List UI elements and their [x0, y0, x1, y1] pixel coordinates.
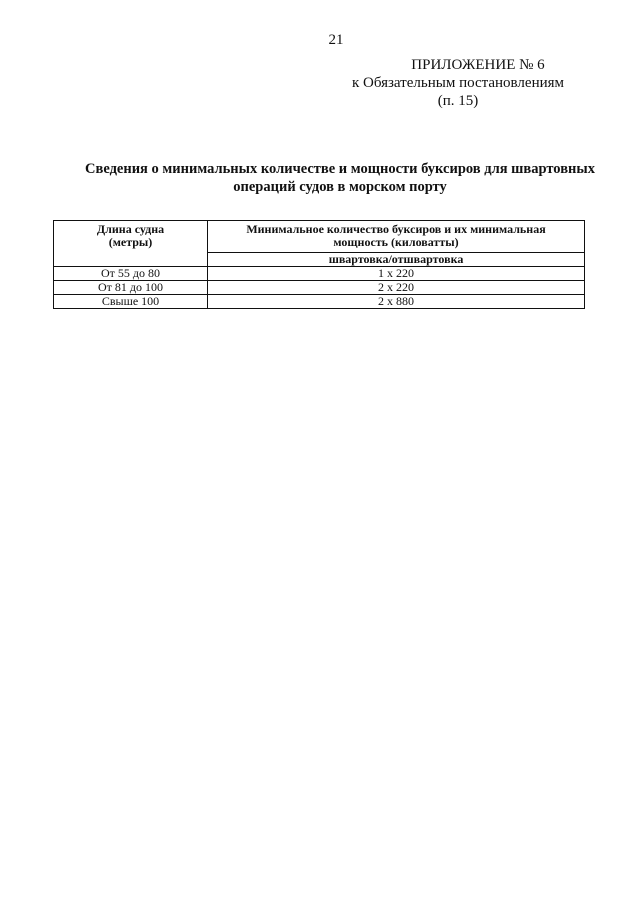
page-number: 21 [328, 32, 344, 48]
vessel-length-header [54, 221, 208, 267]
row-length-cell: От 81 до 100 [54, 281, 208, 295]
appendix-subtitle: к Обязательным постановлениям [351, 75, 565, 91]
tug-count-power-header [208, 221, 585, 253]
document-title-line-2: операций судов в морском порту [233, 179, 447, 195]
table-row [54, 281, 585, 295]
table-row [54, 267, 585, 281]
appendix-reference: (п. 15) [437, 93, 479, 109]
row-length-cell: От 55 до 80 [54, 267, 208, 281]
document-title [60, 160, 620, 196]
tug-count-power-header-line-1: Минимальное количество буксиров и их минимальная [246, 222, 546, 236]
vessel-length-header-line-1: Длина судна [96, 222, 165, 236]
row-value-cell: 2 х 880 [208, 295, 585, 309]
document-title-line-1: Сведения о минимальных количестве и мощности буксиров для швартовных [85, 161, 595, 177]
tugboat-table [53, 220, 585, 309]
appendix-header [308, 56, 608, 110]
row-value-cell: 1 х 220 [208, 267, 585, 281]
appendix-title: ПРИЛОЖЕНИЕ № 6 [411, 57, 545, 73]
tug-count-power-header-line-2: мощность (киловатты) [333, 235, 459, 249]
mooring-unmooring-subheader: швартовка/отшвартовка [208, 252, 585, 266]
table-header-row [54, 221, 585, 253]
vessel-length-header-line-2: (метры) [108, 235, 153, 249]
table-row [54, 295, 585, 309]
row-length-cell: Свыше 100 [54, 295, 208, 309]
row-value-cell: 2 х 220 [208, 281, 585, 295]
